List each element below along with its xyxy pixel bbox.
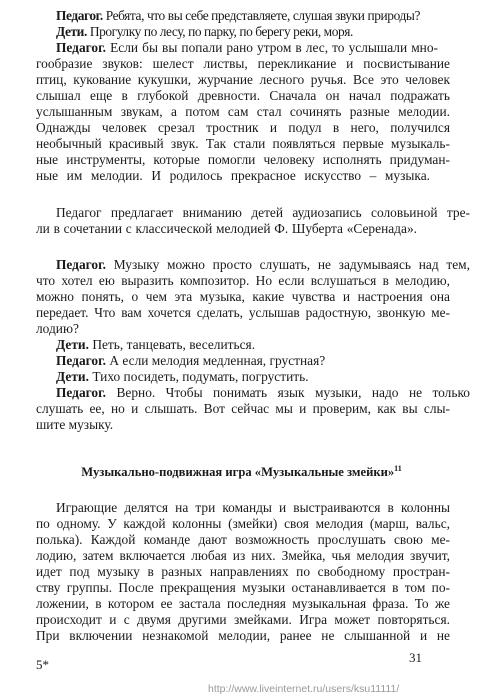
line-text: ные им мелодии. И родилось прекрасное искусство – музыка. — [36, 168, 430, 183]
text-line — [36, 120, 450, 136]
line-text: Прогулку по лесу, по парку, по берегу реки, моря. — [86, 24, 353, 39]
section-heading — [0, 465, 483, 480]
text-line — [36, 136, 450, 152]
text-line: лодию, затем включается любая из них. Змейка, чья мелодия звучит, — [36, 548, 450, 563]
text-line — [36, 305, 450, 321]
footnote-mark: 11 — [394, 463, 402, 473]
text-line — [36, 152, 450, 168]
speaker-label: Дети. — [56, 24, 87, 39]
line-text: гообразие звуков: шелест листвы, перекликание и посвистывание — [36, 56, 450, 71]
text-line: идет под музыку в разных направлениях по свободному простран- — [36, 564, 450, 579]
text-line — [56, 8, 420, 24]
line-text: ные инструменты, которые помогли человеку исполнять придуман- — [36, 152, 450, 167]
text-line — [36, 221, 417, 237]
line-text: шите музыку. — [36, 417, 114, 432]
line-text: услышанным звукам, а потом сам стал сочинять разные мелодии. — [36, 104, 450, 119]
line-text: Тихо посидеть, подумать, погрустить. — [88, 369, 309, 384]
line-text: Однажды человек срезал тростник и подул в него, получился — [36, 120, 450, 135]
line-text: слушать ее, но и слышать. Вот сейчас мы и проверим, как вы слы- — [36, 401, 450, 416]
line-text: Музыку можно просто слушать, не задумываясь над тем, — [106, 257, 470, 272]
text-line — [56, 337, 255, 353]
text-line — [56, 40, 438, 56]
text-line — [36, 104, 450, 120]
speaker-label: Педагог. — [56, 257, 107, 272]
text-line: При включении незнакомой мелодии, ранее не слышанной и не — [36, 628, 450, 643]
line-text: необычный красивый звук. Так стали появляться первые музыкаль- — [36, 136, 450, 151]
speaker-label: Дети. — [56, 337, 89, 352]
line-text: Верно. Чтобы понимать язык музыки, надо не только — [106, 385, 470, 400]
text-line — [36, 289, 450, 305]
text-line: ложении, в котором ее застала последняя музыкальная фраза. То же — [36, 596, 450, 611]
text-line — [36, 72, 450, 88]
line-text: Если бы вы попали рано утром в лес, то услышали мно- — [106, 40, 438, 55]
line-text: передает. Что вам хочется сделать, услышав радостную, звонкую ме- — [36, 305, 450, 320]
line-text: ли в сочетании с классической мелодией Ф. Шуберта «Серенада». — [36, 221, 417, 236]
text-line — [36, 168, 430, 184]
text-line — [36, 88, 450, 104]
speaker-label: Педагог. — [56, 8, 103, 23]
signature-mark: 5* — [36, 657, 49, 672]
line-text: что хотел ею выразить композитор. Но если вслушаться в мелодию, — [36, 273, 450, 288]
text-line — [56, 24, 353, 40]
text-line: полька). Каждой команде дают возможность прослушать свою ме- — [36, 532, 450, 547]
speaker-label: Педагог. — [56, 40, 107, 55]
speaker-label: Педагог. — [56, 385, 107, 400]
line-text: А если мелодия медленная, грустная? — [106, 353, 326, 368]
text-line — [56, 369, 309, 385]
text-line: Играющие делятся на три команды и выстраиваются в колонны — [56, 500, 450, 515]
text-line: по одному. У каждой колонны (змейки) своя мелодия (марш, вальс, — [36, 516, 450, 531]
line-text: лодию? — [36, 321, 79, 336]
section-heading-text: Музыкально-подвижная игра «Музыкальные змейки» — [81, 465, 395, 479]
text-line — [56, 353, 325, 369]
line-text: Педагог предлагает вниманию детей аудиозапись соловьиной тре- — [56, 205, 470, 220]
line-text: Ребята, что вы себе представляете, слушая звуки природы? — [102, 8, 421, 23]
text-line — [56, 205, 470, 221]
line-text: можно понять, о чем эта музыка, какие чувства и настроения она — [36, 289, 450, 304]
text-line: ству группы. После прекращения музыки останавливается в том по- — [36, 580, 450, 595]
text-line — [36, 321, 79, 337]
speaker-label: Дети. — [56, 369, 89, 384]
text-line — [56, 385, 470, 401]
text-line: происходит и с двумя другими змейками. Игра может повторяться. — [36, 612, 450, 627]
speaker-label: Педагог. — [56, 353, 107, 368]
watermark-url: http://www.liveinternet.ru/users/ksu11111/ — [208, 683, 400, 695]
text-line — [36, 401, 450, 417]
line-text: слышал еще в глубокой древности. Сначала он начал подражать — [36, 88, 450, 103]
page-number: 31 — [409, 650, 422, 665]
line-text: птиц, кукование кукушки, журчание лесного ручья. Все это человек — [36, 72, 450, 87]
text-line — [56, 257, 470, 273]
line-text: Петь, танцевать, веселиться. — [88, 337, 256, 352]
text-line — [36, 273, 450, 289]
text-line — [36, 417, 113, 433]
text-line — [36, 56, 450, 72]
